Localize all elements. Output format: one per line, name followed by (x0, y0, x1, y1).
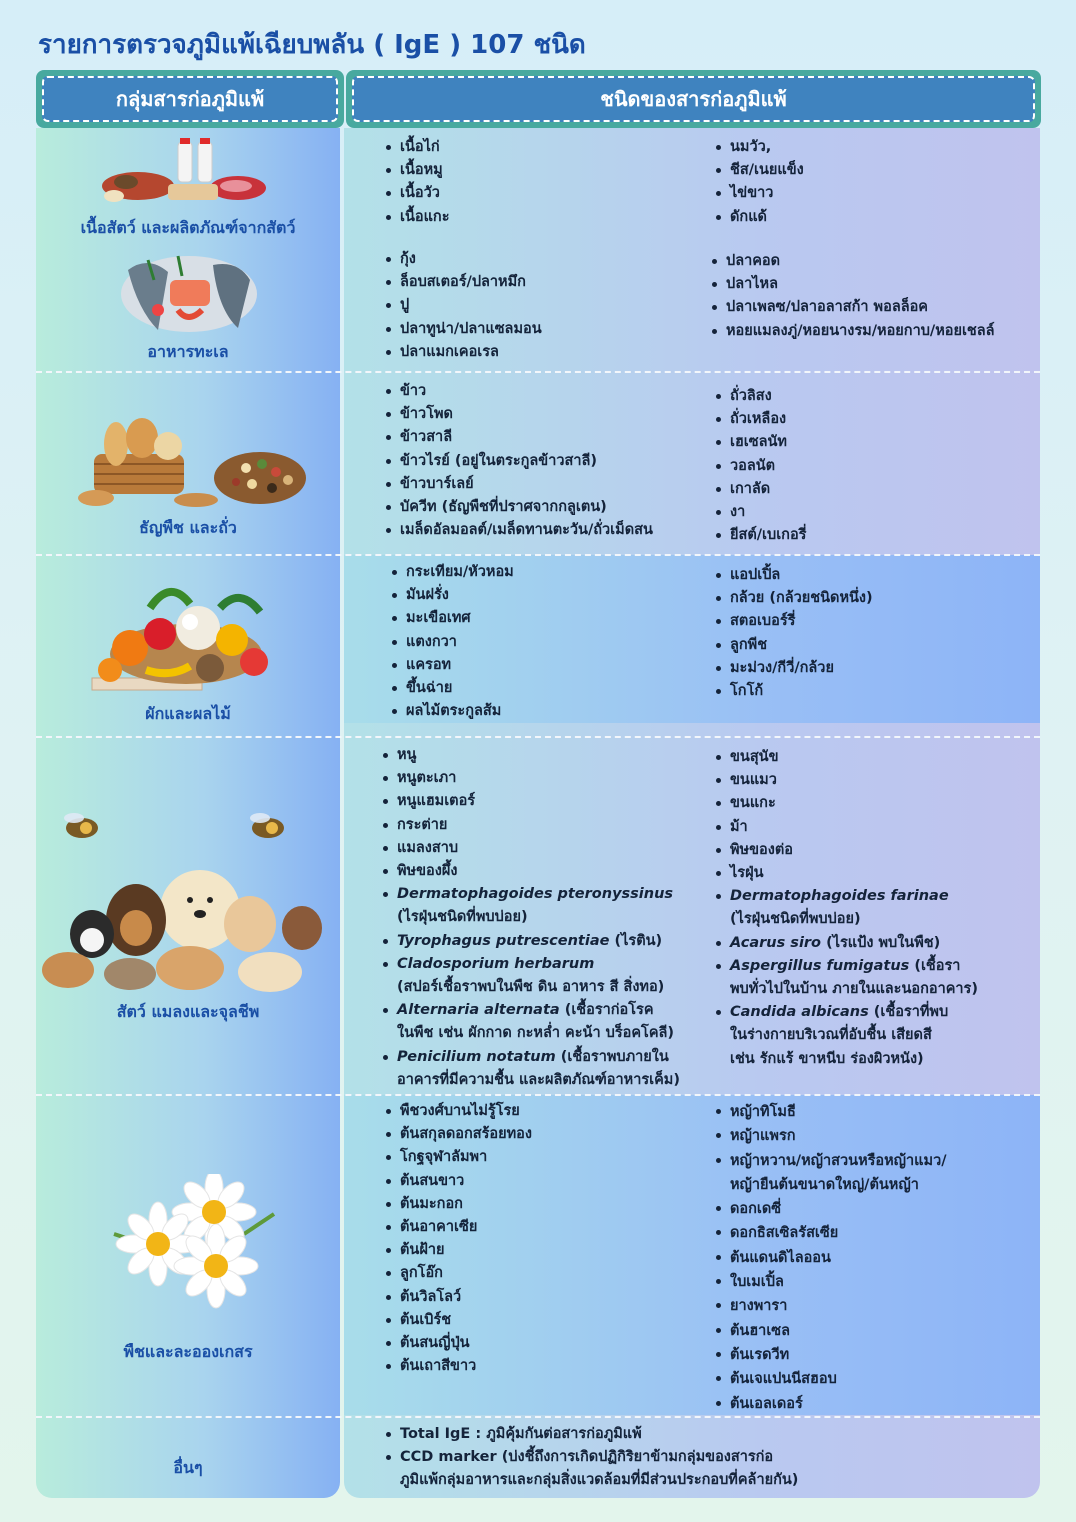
list-item (714, 1221, 947, 1245)
list-item: ปลาคอด (710, 250, 995, 273)
list-item: เกาลัด (714, 478, 806, 501)
list-item-continuation: พบทั่วไปในบ้าน ภายในและนอกอาคาร) (730, 981, 978, 998)
list-item: ต้นสนขาว (384, 1170, 532, 1193)
list-item (381, 767, 680, 790)
list-item-continuation: เช่น รักแร้ ขาหนีบ ร่องผิวหนัง) (730, 1050, 924, 1067)
scientific-name: Cladosporium herbarum (397, 955, 595, 972)
list-item (714, 932, 978, 955)
list-item: มันฝรั่ง (390, 584, 514, 607)
list-item-text: Tyrophagus putrescentiae (ไรติน) (397, 932, 663, 949)
list-item-text: หญ้าหวาน/หญ้าสวนหรือหญ้าแมว/ (730, 1152, 947, 1169)
category-others: อื่นๆ (173, 1458, 203, 1477)
animals-list-right (714, 746, 978, 1071)
meat-dairy-icon (98, 138, 270, 208)
list-item: วอลนัต (714, 455, 806, 478)
list-item (381, 1046, 680, 1092)
list-item-text: CCD marker (บ่งชี้ถึงการเกิดปฏิกิริยาข้ามกลุ่มของสารก่อ (400, 1449, 774, 1466)
meat-list-right (714, 136, 804, 229)
list-item: ต้นเถาสีขาว (384, 1355, 532, 1378)
list-item: งา (714, 501, 806, 524)
list-item: มะม่วง/กีวี่/กล้วย (714, 657, 873, 680)
list-item (381, 930, 680, 953)
list-item-continuation: (สปอร์เชื้อราพบในพืช ดิน อาหาร สี สิ่งทอ) (397, 979, 665, 996)
list-item: ต้นเบิร์ช (384, 1309, 532, 1332)
list-item: เฮเซลนัท (714, 431, 806, 454)
list-item (381, 837, 680, 860)
flower-pollen-icon (94, 1174, 286, 1312)
list-item (381, 790, 680, 813)
category-grains-nuts: ธัญพืช และถั่ว (139, 518, 237, 537)
list-item-text: ขนสุนัข (730, 749, 779, 765)
list-item (714, 1343, 947, 1367)
scientific-name: Tyrophagus putrescentiae (397, 932, 610, 949)
list-item: ผลไม้ตระกูลส้ม (390, 700, 514, 723)
list-item-text: กระต่าย (397, 816, 448, 833)
list-item-text: ม้า (730, 818, 748, 835)
list-item (714, 1001, 978, 1071)
list-item: ยีสต์/เบเกอรี่ (714, 524, 806, 547)
list-item (714, 1124, 947, 1148)
seafood-icon (118, 250, 260, 336)
category-plants-pollen: พืชและละอองเกสร (123, 1342, 253, 1361)
grains-list-left (384, 380, 653, 542)
list-item (381, 883, 680, 929)
row-divider (36, 736, 1040, 738)
grain-nuts-icon (76, 416, 308, 508)
scientific-name: Alternaria alternata (397, 1002, 560, 1019)
list-item: ข้าวบาร์เลย์ (384, 473, 653, 496)
list-item-continuation: ในร่างกายบริเวณที่อับชื้น เสียดสี (730, 1027, 932, 1044)
list-item: โกโก้ (714, 680, 873, 703)
list-item-continuation: (ไรฝุ่นชนิดที่พบบ่อย) (397, 909, 528, 926)
list-item: ข้าวไรย์ (อยู่ในตระกูลข้าวสาลี) (384, 450, 653, 473)
list-item-text: หนูตะเภา (397, 770, 457, 787)
list-item (381, 814, 680, 837)
list-item: ข้าวสาลี (384, 426, 653, 449)
list-item: ไข่ขาว (714, 182, 804, 205)
header-allergen-types-label: ชนิดของสารก่อภูมิแพ้ (352, 76, 1035, 122)
list-item-text: ต้นเจแปนนีสฮอบ (730, 1371, 837, 1388)
list-item: ล็อบสเตอร์/ปลาหมึก (384, 271, 542, 294)
list-item (714, 1294, 947, 1318)
list-item: เนื้อไก่ (384, 136, 450, 159)
list-item: ต้นวิลโลว์ (384, 1286, 532, 1309)
scientific-name: Penicilium notatum (397, 1048, 556, 1065)
list-item: ลูกพีช (714, 634, 873, 657)
list-item: ต้นมะกอก (384, 1193, 532, 1216)
scientific-name: Aspergillus fumigatus (730, 957, 910, 974)
list-item: แตงกวา (390, 631, 514, 654)
list-item-text: ดอกธิสเซิลรัสเซีย (730, 1225, 839, 1242)
list-item (714, 1149, 947, 1198)
row-divider (36, 1094, 1040, 1096)
list-item: ต้นอาคาเซีย (384, 1216, 532, 1239)
seafood-list-right (710, 250, 995, 343)
list-item (714, 1270, 947, 1294)
list-item-text: Total IgE : ภูมิคุ้มกันต่อสารก่อภูมิแพ้ (400, 1426, 642, 1442)
category-seafood: อาหารทะเล (147, 342, 229, 361)
list-item-text: ขนแมว (730, 772, 777, 789)
header-category (36, 70, 344, 128)
list-item: ต้นฝ้าย (384, 1239, 532, 1262)
list-item-text: แมลงสาบ (397, 839, 459, 856)
others-list (384, 1423, 798, 1493)
list-item: ปลาไหล (710, 273, 995, 296)
list-item: แอปเปิ้ล (714, 564, 873, 587)
scientific-name: Dermatophagoides farinae (730, 888, 949, 905)
list-item: แครอท (390, 654, 514, 677)
grains-list-right (714, 385, 806, 547)
list-item-text: ต้นเอลเดอร์ (730, 1395, 803, 1412)
list-item-text: ดอกเดซี่ (730, 1201, 782, 1218)
list-item (714, 769, 978, 792)
seafood-list-left (384, 248, 542, 364)
list-item-text: ขนแกะ (730, 795, 776, 812)
list-item (384, 1423, 798, 1446)
list-item (714, 746, 978, 769)
scientific-name: Acarus siro (730, 934, 822, 951)
meat-list-left (384, 136, 450, 229)
list-item (714, 792, 978, 815)
list-item: ปลาทูน่า/ปลาแซลมอน (384, 318, 542, 341)
list-item-continuation: อาคารที่มีความชื้น และผลิตภัณฑ์อาหารเค็ม) (397, 1071, 680, 1088)
page-title: รายการตรวจภูมิแพ้เฉียบพลัน ( IgE ) 107 ชนิด (38, 30, 586, 60)
animals-insects-icon (40, 810, 330, 994)
header-category-label: กลุ่มสารก่อภูมิแพ้ (42, 76, 338, 122)
list-item-text: หญ้าทิโมธี (730, 1104, 796, 1120)
list-item (714, 1246, 947, 1270)
list-item-text (397, 956, 594, 972)
produce-list-left (390, 561, 514, 723)
list-item-text: หนูแฮมเตอร์ (397, 793, 476, 810)
list-item-text: หญ้าแพรก (730, 1128, 796, 1145)
produce-list-right (714, 564, 873, 703)
list-item: ปลาแมกเคอเรล (384, 341, 542, 364)
row-divider (36, 554, 1040, 556)
list-item: ข้าว (384, 380, 653, 403)
list-item: ปู (384, 294, 542, 317)
list-item: พืชวงศ์บานไม่รู้โรย (384, 1100, 532, 1123)
fruit-vegetable-icon (90, 578, 276, 696)
scientific-name: Candida albicans (730, 1004, 869, 1021)
list-item (381, 744, 680, 767)
list-item-text (730, 888, 949, 904)
list-item: ดักแด้ (714, 206, 804, 229)
list-item: เนื้อแกะ (384, 206, 450, 229)
list-item: มะเขือเทศ (390, 607, 514, 630)
list-item (714, 862, 978, 885)
list-item (714, 1392, 947, 1416)
list-item: กระเทียม/หัวหอม (390, 561, 514, 584)
list-item-continuation: ในพืช เช่น ผักกาด กะหล่ำ คะน้า บร็อคโคลี) (397, 1025, 675, 1042)
list-item: ปลาเพลซ/ปลาอลาสก้า พอลล็อค (710, 296, 995, 319)
list-item-continuation: (ไรฝุ่นชนิดที่พบบ่อย) (730, 911, 861, 928)
list-item-text: ต้นแดนดิไลออน (730, 1249, 831, 1266)
list-item-text: พิษของผึ้ง (397, 863, 458, 880)
list-item: ลูกโอ๊ก (384, 1262, 532, 1285)
list-item-text: Alternaria alternata (เชื้อราก่อโรค (397, 1002, 654, 1019)
list-item (714, 839, 978, 862)
row-divider (36, 1416, 1040, 1418)
list-item-text: Acarus siro (ไรแป้ง พบในพืช) (730, 934, 941, 951)
list-item (384, 1446, 798, 1492)
list-item: บัควีท (ธัญพืชที่ปราศจากกลูเตน) (384, 496, 653, 519)
list-item-text: ต้นเรดวีท (730, 1346, 790, 1363)
header-allergen-types (346, 70, 1041, 128)
list-item-text: ต้นฮาเซล (730, 1322, 791, 1339)
list-item-text (397, 886, 673, 902)
animals-list-left (381, 744, 680, 1092)
list-item (714, 816, 978, 839)
plants-list-left (384, 1100, 532, 1378)
row-divider (36, 371, 1040, 373)
list-item (714, 1367, 947, 1391)
list-item: ข้าวโพด (384, 403, 653, 426)
list-item (714, 1319, 947, 1343)
list-item-text: ไรฝุ่น (730, 865, 764, 882)
list-item: สตอเบอร์รี่ (714, 610, 873, 633)
list-item (714, 1197, 947, 1221)
list-item: ต้นสนญี่ปุ่น (384, 1332, 532, 1355)
list-item: ชีส/เนยแข็ง (714, 159, 804, 182)
list-item: นมวัว, (714, 136, 804, 159)
category-meat: เนื้อสัตว์ และผลิตภัณฑ์จากสัตว์ (80, 218, 296, 237)
list-item: เมล็ดอัลมอลต์/เมล็ดทานตะวัน/ถั่วเม็ดสน (384, 519, 653, 542)
list-item-continuation: หญ้ายืนต้นขนาดใหญ่/ต้นหญ้า (730, 1176, 919, 1193)
list-item: เนื้อวัว (384, 182, 450, 205)
list-item: โกฐจุฬาลัมพา (384, 1146, 532, 1169)
list-item (381, 953, 680, 999)
list-item (381, 860, 680, 883)
list-item-text: Aspergillus fumigatus (เชื้อรา (730, 957, 961, 974)
list-item-continuation: ภูมิแพ้กลุ่มอาหารและกลุ่มสิ่งแวดล้อมที่มีส่วนประกอบที่คล้ายกัน) (400, 1472, 799, 1489)
list-item-text: หนู (397, 747, 417, 763)
list-item-text: ใบเมเปิ้ล (730, 1274, 784, 1291)
list-item: ขึ้นฉ่าย (390, 677, 514, 700)
list-item-text: พิษของต่อ (730, 841, 793, 858)
list-item-text: Penicilium notatum (เชื้อราพบภายใน (397, 1048, 669, 1065)
list-item: กุ้ง (384, 248, 542, 271)
list-item: เนื้อหมู (384, 159, 450, 182)
list-item (714, 885, 978, 931)
list-item (381, 999, 680, 1045)
category-animals-insects: สัตว์ แมลงและจุลชีพ (116, 1002, 260, 1021)
list-item: หอยแมลงภู่/หอยนางรม/หอยกาบ/หอยเชลล์ (710, 320, 995, 343)
list-item: ถั่วลิสง (714, 385, 806, 408)
list-item (714, 1100, 947, 1124)
list-item-text: Candida albicans (เชื้อราที่พบ (730, 1004, 949, 1021)
list-item-text: ยางพารา (730, 1298, 788, 1315)
list-item: กล้วย (กล้วยชนิดหนึ่ง) (714, 587, 873, 610)
list-item: ต้นสกุลดอกสร้อยทอง (384, 1123, 532, 1146)
list-item (714, 955, 978, 1001)
list-item: ถั่วเหลือง (714, 408, 806, 431)
plants-list-right (714, 1100, 947, 1416)
category-produce: ผักและผลไม้ (145, 704, 231, 723)
scientific-name: Dermatophagoides pteronyssinus (397, 886, 674, 903)
